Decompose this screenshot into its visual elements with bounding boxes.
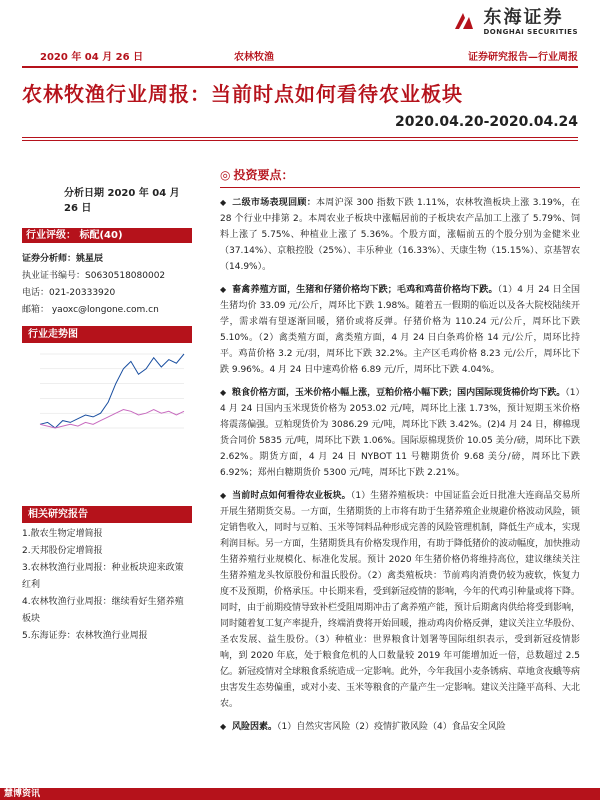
industry-trend-chart	[22, 348, 192, 440]
report-type: 证券研究报告—行业周报	[468, 52, 578, 63]
header-divider	[22, 66, 578, 68]
paragraph-body: （1）生猪养殖板块：中国证监会近日批准大连商品交易所开展生猪期货交易。一方面，生猪期货的上市将有助于生猪养殖企业规避价格波动风险，锁定销售收入，同时与豆粕、玉米等饲料品种形成完善的风险管理机制，降低生产成本，实现利润目标。另一方面，生猪期货具有价格发现作用，有助于降低猪价的波动幅度，加快推动生猪养殖行业规模化、标准化发展。预计 2020 年生猪价格仍将维持高位，建议继续关注生猪养殖龙头牧原股份和温氏股份。（2）禽类殖板块：节前鸡肉消费仍较为疲软，恢复力度不及预期，价格承压。中长期来看，受到新冠疫情的影响，今年的代鸡引种量或将下降。同时，由于前期疫情导致补栏受阻周期冲击了禽养殖产能，预计后期禽肉供给将受到影响，同时随着复工复产率提升，终端消费将开始回暖，推动鸡肉价格反弹，建议关注立华股份、圣农发展、益生股份。（3）种植业：世界粮食计划署等国际组织表示，受到新冠疫情影响，到 2020 年底，处于粮食危机的人口数量较 2019 年可能增加近一倍，总数超过 2.5 亿。新冠疫情对全球粮食系统造成一定影响。此外，今年我国小麦条锈病、草地贪夜蛾等病虫害发生态势偏重，或对小麦、玉米等粮食的产量产生一定影响。建议关注隆平高科、大北农。	[220, 491, 581, 709]
related-report-item[interactable]: 3.农林牧渔行业周报：种业板块迎来政策	[22, 563, 184, 573]
summary-paragraph-outlook	[220, 488, 580, 712]
chart-grid	[40, 354, 184, 428]
analyst-label: 证券分析师：	[22, 254, 77, 264]
analyst-phone: 电话：021-20333920	[22, 288, 116, 298]
investment-heading-text: 投资要点：	[233, 168, 294, 182]
report-header	[22, 48, 578, 62]
related-reports-title: 相关研究报告	[22, 506, 192, 523]
title-divider-2	[22, 140, 578, 141]
bullet-icon: ◆	[220, 198, 227, 207]
bullet-icon: ◆	[220, 491, 227, 500]
related-report-item[interactable]: 2.天邦股份定增简报	[22, 546, 103, 556]
chart-series-line-0	[40, 354, 184, 428]
trend-chart-title: 行业走势图	[22, 326, 192, 343]
chart-lines	[40, 354, 184, 428]
bullet-icon: ◆	[220, 285, 227, 294]
investment-heading	[220, 166, 580, 183]
paragraph-body: （1）4 月 24 日国内玉米现货价格为 2053.02 元/吨，周环比上涨 1.73%，预计短期玉米价格将震荡偏强。豆粕现货价为 3086.29 元/吨，周环比下跌 3.42%。(2)4 月 24 日，柳棉现货合同价 5835 元/吨，周环比下跌 1.06%。国际原棉现货价 10.05 美分/磅，周环比下跌 2.62%。期货方面，4 月 24 日 NYBOT 11 号糖期货价 9.68 美分/磅，周环比下跌 6.92%；郑州白糖期货价 5300 元/吨，周环比下跌 2.21%。	[220, 388, 580, 478]
summary-paragraph-risk	[220, 719, 580, 735]
paragraph-lead: 风险因素。	[232, 722, 278, 732]
chart-series-line-1	[40, 410, 184, 429]
date-range: 2020.04.20-2020.04.24	[395, 114, 578, 130]
brand-name-cn: 东海证券	[483, 7, 564, 28]
analyst-email[interactable]: 邮箱： yaoxc@longone.com.cn	[22, 305, 159, 315]
investment-summary	[220, 166, 580, 735]
analyst-cert: 执业证书编号：S0630518080002	[22, 271, 166, 281]
report-date: 2020 年 04 月 26 日	[40, 52, 144, 63]
summary-paragraph-market	[220, 195, 580, 275]
analysis-date: 分析日期 2020 年 04 月 26 日	[64, 188, 180, 214]
industry-rating: 行业评级： 标配(40)	[22, 228, 192, 243]
analyst-name: 姚星辰	[76, 254, 104, 264]
investment-divider	[220, 187, 580, 188]
related-report-item[interactable]: 板块	[22, 614, 41, 624]
title-divider	[22, 137, 578, 138]
paragraph-lead: 当前时点如何看待农业板块。	[232, 491, 351, 501]
bullet-icon: ◆	[220, 722, 227, 731]
footer-watermark: 慧博资讯	[4, 789, 41, 799]
related-reports-list	[22, 526, 192, 645]
summary-paragraph-livestock	[220, 282, 580, 378]
paragraph-lead: 畜禽养殖方面，生猪和仔猪价格均下跌；毛鸡和鸡苗价格均下跌。	[232, 285, 498, 295]
page-title: 农林牧渔行业周报：当前时点如何看待农业板块	[22, 82, 463, 106]
brand-name-en: DONGHAI SECURITIES	[483, 28, 578, 36]
paragraph-body: （1）自然灾害风险（2）疫情扩散风险（4）食品安全风险	[277, 722, 506, 732]
related-report-item[interactable]: 5.东海证券：农林牧渔行业周报	[22, 631, 148, 641]
brand-logo-icon	[451, 9, 477, 35]
paragraph-body: （1）4 月 24 日全国生猪均价 33.09 元/公斤，周环比下跌 1.98%。随着五一假期的临近以及各大院校陆续开学，需求端有望逐渐回暖，猪价或将反弹。仔猪价格为 110.24 元/公斤，周环比下跌 5.10%。（2）禽类殖方面，禽类殖方面，4 月 24 日白条鸡价格 14 元/公斤，周环比持平。鸡苗价格 3.2 元/羽，周环比下跌 32.2%。主产区毛鸡价格 8.23 元/公斤，周环比下跌 9.96%。4 月 24 日中速鸡价格 6.89 元/斤，周环比下跌 4.04%。	[220, 285, 580, 375]
related-report-item[interactable]: 1.散农生物定增简报	[22, 529, 103, 539]
left-sidebar	[22, 184, 192, 319]
paragraph-lead: 粮食价格方面，玉米价格小幅上涨，豆粕价格小幅下跌；国内国际现货棉价均下跌。	[232, 388, 566, 398]
report-sector: 农林牧渔	[234, 52, 274, 63]
footer-bar	[0, 788, 600, 800]
related-report-item[interactable]: 红利	[22, 580, 41, 590]
target-icon: ◎	[220, 167, 231, 182]
paragraph-lead: 二级市场表现回顾：	[232, 198, 316, 208]
summary-paragraph-grain	[220, 385, 580, 481]
brand-logo	[451, 8, 578, 36]
bullet-icon: ◆	[220, 388, 227, 397]
analyst-info	[22, 251, 192, 319]
related-report-item[interactable]: 4.农林牧渔行业周报：继续看好生猪养殖	[22, 597, 184, 607]
paragraph-body: 本周沪深 300 指数下跌 1.11%，农林牧渔板块上涨 3.19%，在 28 个行业中排第 2。本周农业子板块中涨幅居前的子板块农产品加工上涨了 5.79%、饲料上涨了 5.75%、种植业上涨了 5.36%。个股方面，涨幅前五的个股分别为金健米业（37.14%）、京粮控股（25%）、丰乐种业（16.33%）、天康生物（15.15%）、京基智农（14.9%）。	[220, 198, 580, 272]
